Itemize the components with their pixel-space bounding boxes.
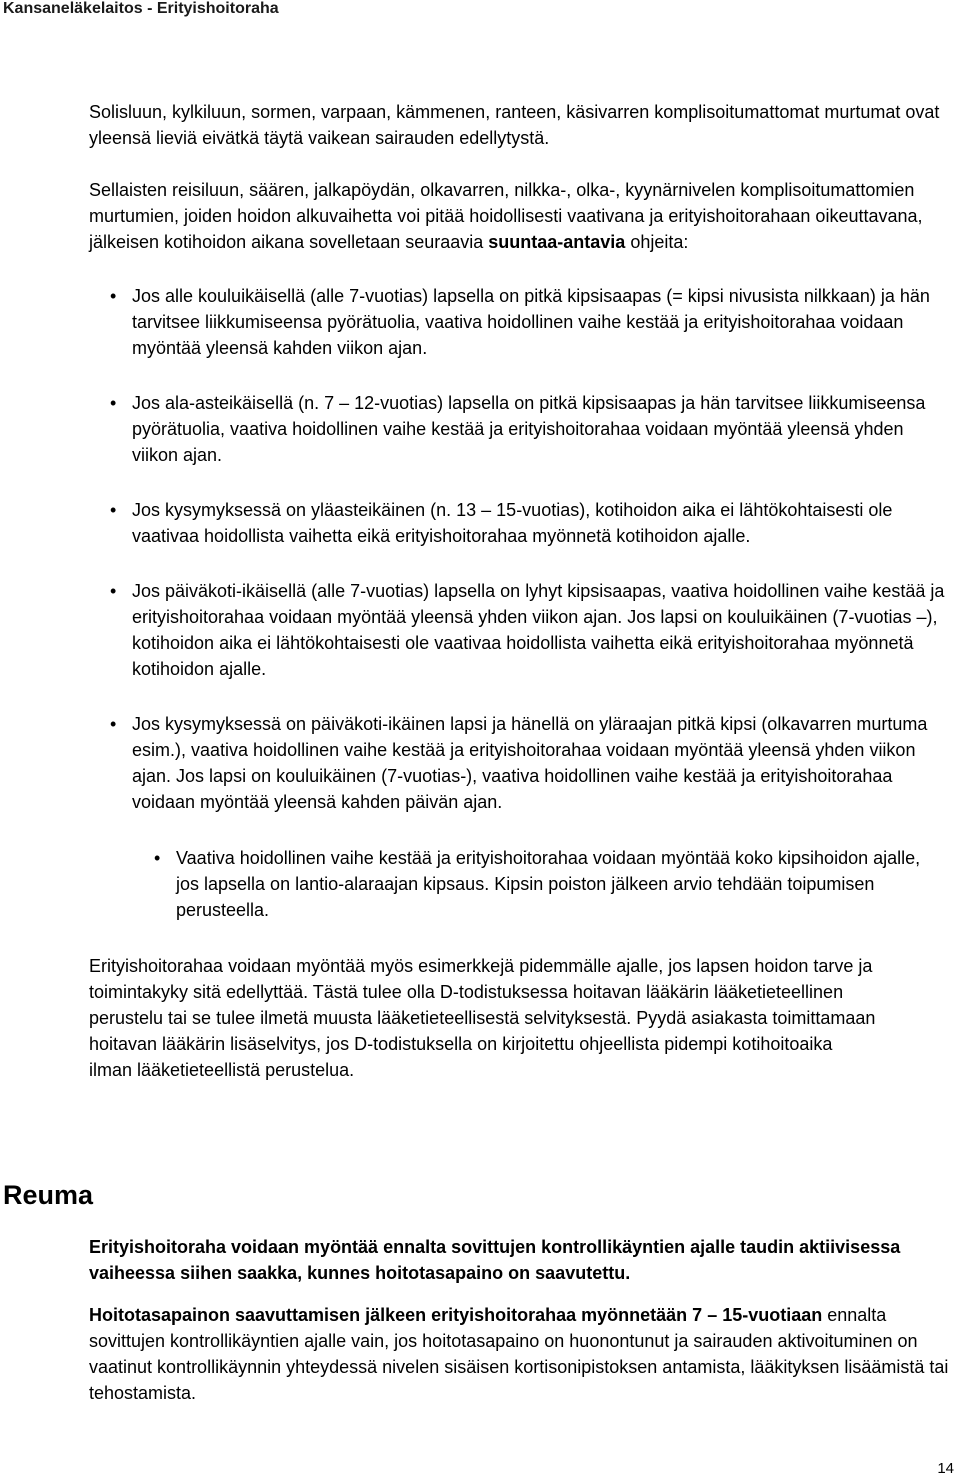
reuma-section bbox=[89, 1234, 949, 1406]
document-header: Kansaneläkelaitos - Erityishoitoraha bbox=[3, 0, 279, 17]
guideline-item: • Jos päiväkoti-ikäisellä (alle 7-vuotias) lapsella on lyhyt kipsisaapas, vaativa hoidollinen vaihe kestää ja erityishoitorahaa voidaan myöntää yleensä yhden viikon ajan. Jos lapsi on kouluikäinen (7-vuotias –), kotihoidon aika ei lähtökohtaisesti ole vaativaa hoidollista vaihetta eikä erityishoitorahaa myönnetä kotihoidon ajalle. bbox=[132, 578, 952, 682]
extended-period-paragraph: Erityishoitorahaa voidaan myöntää myös esimerkkejä pidemmälle ajalle, jos lapsen hoidon tarve ja toimintakyky sitä edellyttää. Tästä tulee olla D-todistuksessa hoitavan lääkärin lääketieteellinen perustelu tai se tulee ilmetä muusta lääketieteellisestä selvityksestä. Pyydä asiakasta toimittamaan hoitavan lääkärin lisäselvitys, jos D-todistuksella on kirjoitettu ohjeellista pidempi kotihoitoaika ilman lääketieteellistä perustelua. bbox=[89, 956, 876, 1080]
reuma-paragraph-2-text: ennalta sovittujen kontrollikäyntien ajalle vain, jos hoitotasapaino on huonontunut ja sairauden aktivoituminen on vaatinut kontrollikäynnin yhteydessä nivelen sisäisen kortisonipistoksen antamista, lääkityksen lisäämistä tai tehostamista. bbox=[89, 1305, 949, 1403]
guideline-item: • Jos kysymyksessä on päiväkoti-ikäinen lapsi ja hänellä on yläraajan pitkä kipsi (olkavarren murtuma esim.), vaativa hoidollinen vaihe kestää ja erityishoitorahaa voidaan myöntää yleensä yhden viikon ajan. Jos lapsi on kouluikäinen (7-vuotias-), vaativa hoidollinen vaihe kestää ja erityishoitorahaa voidaan myöntää yleensä kahden päivän ajan. bbox=[132, 711, 952, 815]
page-number: 14 bbox=[937, 1460, 954, 1477]
sub-guideline-item: • Vaativa hoidollinen vaihe kestää ja erityishoitorahaa voidaan myöntää koko kipsihoidon ajalle, jos lapsella on lantio-alaraajan kipsaus. Kipsin poiston jälkeen arvio tehdään toipumisen perusteella. bbox=[176, 845, 946, 923]
reuma-paragraph-2-bold: Hoitotasapainon saavuttamisen jälkeen erityishoitorahaa myönnetään 7 – 15-vuotiaan bbox=[89, 1305, 823, 1325]
intro-paragraph-2-bold: suuntaa-antavia bbox=[488, 232, 626, 252]
guideline-item: • Jos ala-asteikäisellä (n. 7 – 12-vuotias) lapsella on pitkä kipsisaapas ja hän tarvitsee liikkumiseensa pyörätuolia, vaativa hoidollinen vaihe kestää ja erityishoitorahaa voidaan myöntää yleensä yhden viikon ajan. bbox=[132, 390, 952, 468]
reuma-paragraph-2 bbox=[89, 1302, 949, 1406]
guideline-item: • Jos kysymyksessä on yläasteikäinen (n. 13 – 15-vuotias), kotihoidon aika ei lähtökohtaisesti ole vaativaa hoidollista vaihetta eikä erityishoitorahaa myönnetä kotihoidon ajalle. bbox=[132, 497, 952, 549]
intro-paragraph-2 bbox=[89, 177, 949, 255]
intro-paragraph-2-tail: ohjeita: bbox=[625, 232, 689, 252]
reuma-heading: Reuma bbox=[3, 1180, 94, 1210]
intro-paragraph-2-text: Sellaisten reisiluun, säären, jalkapöydän, olkavarren, nilkka-, olka-, kyynärnivelen komplisoitumattomien murtumien, joiden hoidon alkuvaihetta voi pitää hoidollisesti vaativana ja erityishoitorahaan oikeuttavana, jälkeisen kotihoidon aikana sovelletaan seuraavia bbox=[89, 180, 923, 252]
main-content bbox=[89, 99, 949, 1083]
intro-paragraph-1: Solisluun, kylkiluun, sormen, varpaan, kämmenen, ranteen, käsivarren komplisoitumattomat murtumat ovat yleensä lieviä eivätkä täytä vaikean sairauden edellytystä. bbox=[89, 102, 940, 148]
reuma-paragraph-1-bold: Erityishoitoraha voidaan myöntää ennalta sovittujen kontrollikäyntien ajalle taudin aktiivisessa vaiheessa siihen saakka, kunnes hoitotasapaino on saavutettu. bbox=[89, 1237, 901, 1283]
sub-guideline-list bbox=[176, 845, 946, 923]
guideline-list bbox=[132, 283, 952, 815]
guideline-item: • Jos alle kouluikäisellä (alle 7-vuotias) lapsella on pitkä kipsisaapas (= kipsi nivusista nilkkaan) ja hän tarvitsee liikkumiseensa pyörätuolia, vaativa hoidollinen vaihe kestää ja erityishoitorahaa voidaan myöntää yleensä kahden viikon ajan. bbox=[132, 283, 952, 361]
reuma-paragraph-1 bbox=[89, 1234, 949, 1286]
